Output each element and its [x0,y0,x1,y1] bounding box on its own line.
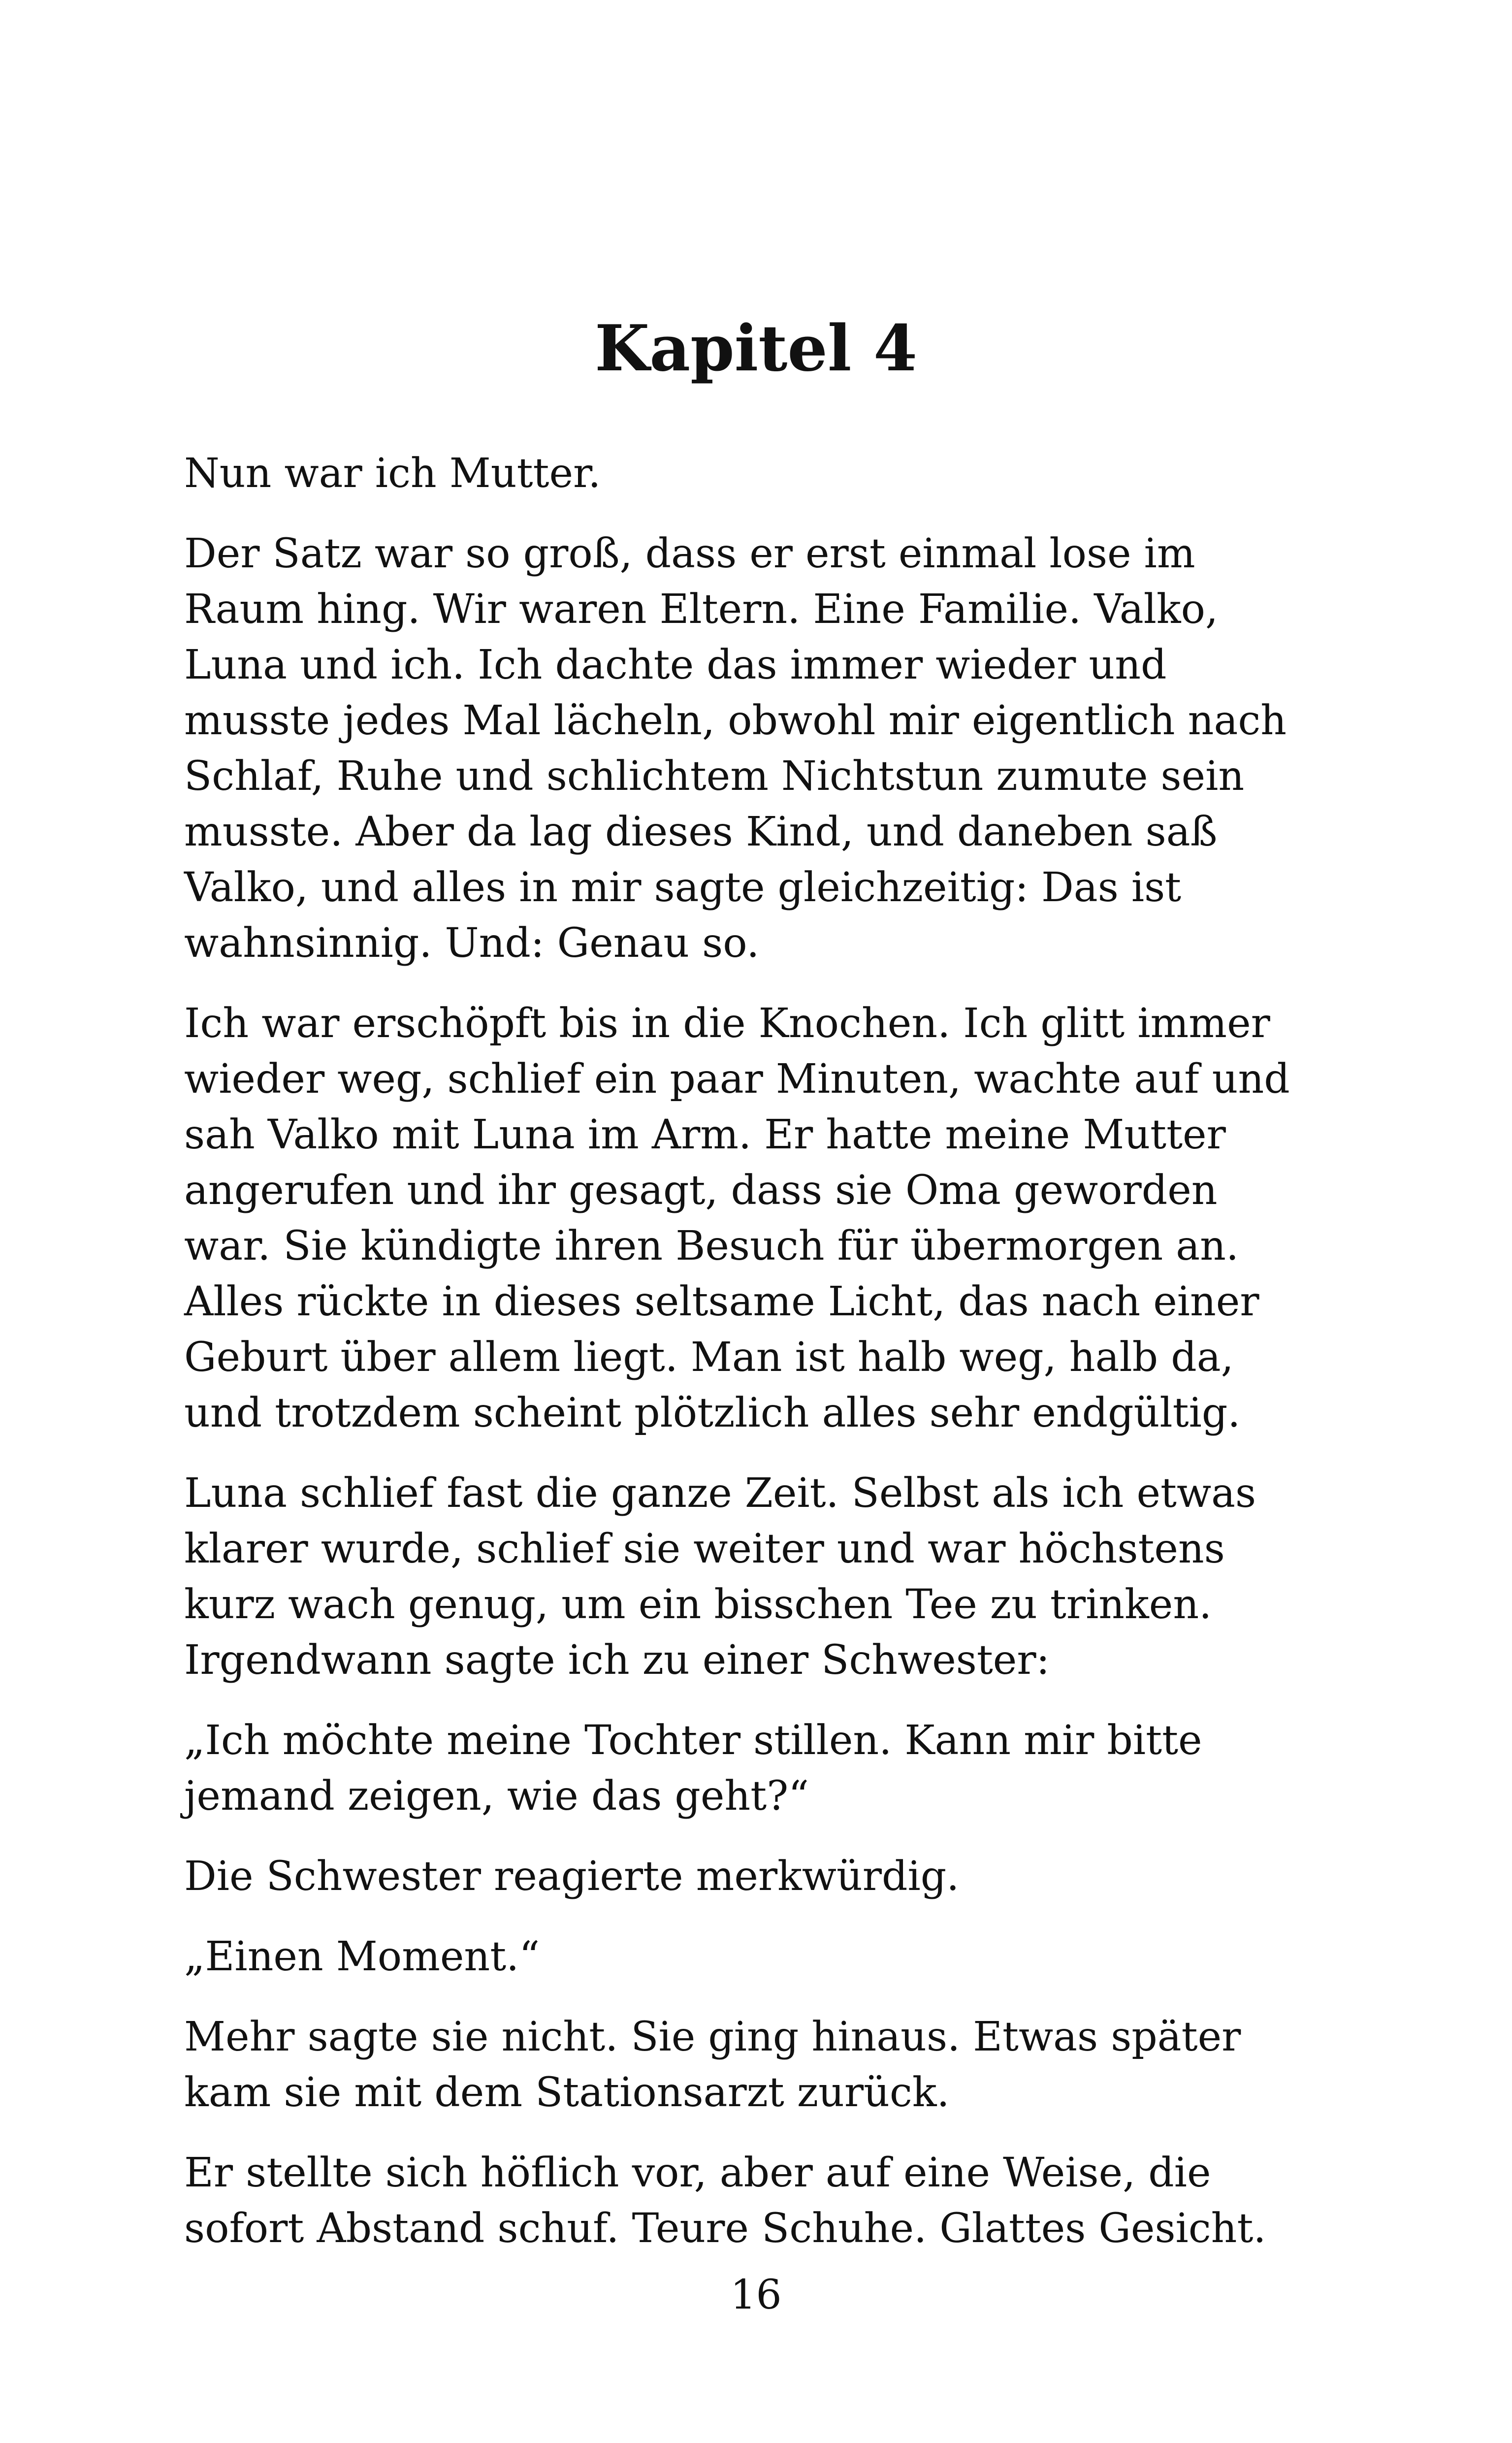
text-line: musste. Aber da lag dieses Kind, und daneben saß [184,809,1218,855]
text-line: Geburt über allem liegt. Man ist halb weg, halb da, [184,1334,1234,1381]
paragraph [184,2009,1346,2120]
paragraph [184,446,1346,501]
body-text [184,446,1346,2281]
paragraph [184,1713,1346,1824]
text-line: klarer wurde, schlief sie weiter und war höchstens [184,1526,1225,1572]
text-line: wieder weg, schlief ein paar Minuten, wachte auf und [184,1056,1290,1103]
text-line: kurz wach genug, um ein bisschen Tee zu trinken. [184,1581,1212,1628]
text-line: sah Valko mit Luna im Arm. Er hatte meine Mutter [184,1111,1226,1158]
text-line: kam sie mit dem Stationsarzt zurück. [184,2069,950,2116]
text-line: Irgendwann sagte ich zu einer Schwester: [184,1637,1050,1684]
text-line: wahnsinnig. Und: Genau so. [184,920,760,967]
paragraph [184,996,1346,1441]
text-line: angerufen und ihr gesagt, dass sie Oma geworden [184,1167,1218,1214]
text-line: Er stellte sich höflich vor, aber auf eine Weise, die [184,2150,1211,2196]
text-line: jemand zeigen, wie das geht?“ [184,1773,809,1820]
paragraph [184,1466,1346,1688]
text-line: „Ich möchte meine Tochter stillen. Kann mir bitte [184,1717,1202,1764]
text-line: Die Schwester reagierte merkwürdig. [184,1853,960,1900]
text-line: Schlaf, Ruhe und schlichtem Nichtstun zumute sein [184,753,1245,800]
text-line: sofort Abstand schuf. Teure Schuhe. Glattes Gesicht. [184,2205,1266,2252]
paragraph [184,1849,1346,1904]
paragraph [184,1929,1346,1985]
text-line: Mehr sagte sie nicht. Sie ging hinaus. Etwas später [184,2014,1241,2060]
text-line: „Einen Moment.“ [184,1933,540,1980]
text-line: Der Satz war so groß, dass er erst einmal lose im [184,530,1195,577]
paragraph [184,526,1346,971]
chapter-title: Kapitel 4 [594,312,918,386]
text-line: Ich war erschöpft bis in die Knochen. Ich glitt immer [184,1000,1270,1047]
text-line: musste jedes Mal lächeln, obwohl mir eigentlich nach [184,697,1287,744]
text-line: Nun war ich Mutter. [184,450,601,497]
text-line: und trotzdem scheint plötzlich alles sehr endgültig. [184,1390,1241,1436]
page-number: 16 [730,2272,782,2318]
text-line: Alles rückte in dieses seltsame Licht, das nach einer [184,1278,1259,1325]
text-line: Luna schlief fast die ganze Zeit. Selbst als ich etwas [184,1470,1256,1517]
text-line: Valko, und alles in mir sagte gleichzeitig: Das ist [184,864,1182,911]
paragraph [184,2145,1346,2256]
text-line: Raum hing. Wir waren Eltern. Eine Familie. Valko, [184,586,1219,633]
text-line: war. Sie kündigte ihren Besuch für übermorgen an. [184,1223,1239,1270]
text-line: Luna und ich. Ich dachte das immer wieder und [184,642,1167,688]
